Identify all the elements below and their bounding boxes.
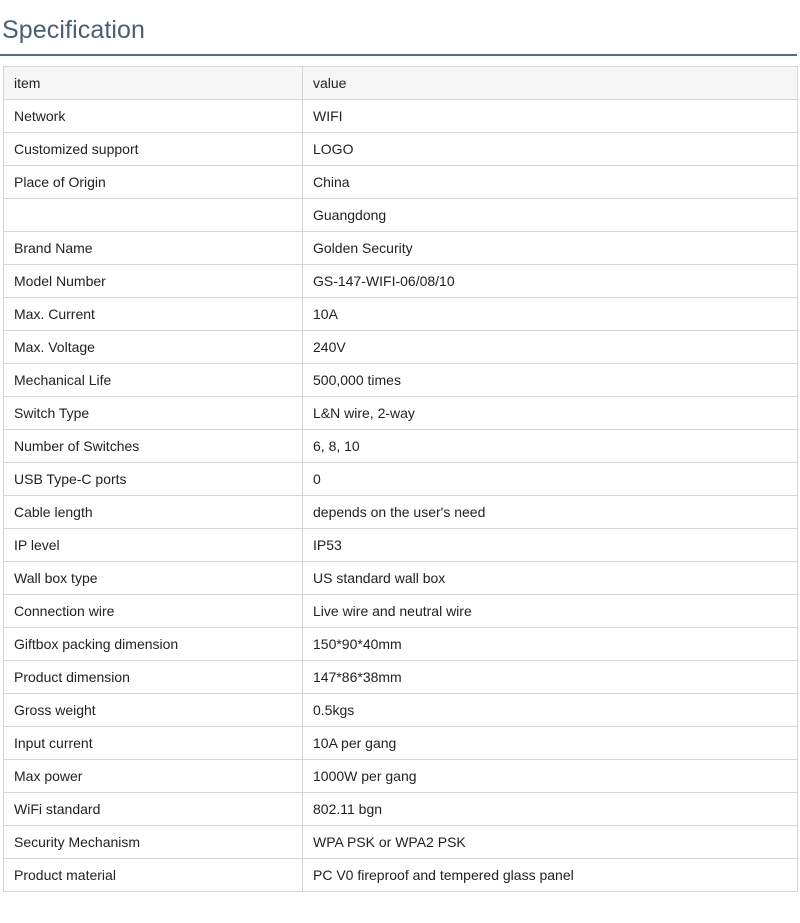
column-header-item: item bbox=[4, 67, 303, 100]
table-row bbox=[4, 529, 798, 562]
row-value-cell: depends on the user's need bbox=[303, 496, 798, 529]
table-row bbox=[4, 364, 798, 397]
row-value-cell: 10A bbox=[303, 298, 798, 331]
table-row bbox=[4, 694, 798, 727]
table-row bbox=[4, 628, 798, 661]
specification-table bbox=[3, 66, 798, 892]
row-item-cell bbox=[4, 199, 303, 232]
row-value-cell: WPA PSK or WPA2 PSK bbox=[303, 826, 798, 859]
row-item-cell: Gross weight bbox=[4, 694, 303, 727]
row-item-cell: Max. Voltage bbox=[4, 331, 303, 364]
table-row bbox=[4, 793, 798, 826]
table-row bbox=[4, 232, 798, 265]
row-value-cell: 150*90*40mm bbox=[303, 628, 798, 661]
row-item-cell: Customized support bbox=[4, 133, 303, 166]
table-row bbox=[4, 430, 798, 463]
specification-table-body bbox=[4, 67, 798, 892]
table-row bbox=[4, 661, 798, 694]
row-item-cell: USB Type-C ports bbox=[4, 463, 303, 496]
row-value-cell: 147*86*38mm bbox=[303, 661, 798, 694]
table-row bbox=[4, 859, 798, 892]
row-value-cell: China bbox=[303, 166, 798, 199]
row-value-cell: LOGO bbox=[303, 133, 798, 166]
row-item-cell: Mechanical Life bbox=[4, 364, 303, 397]
table-row bbox=[4, 133, 798, 166]
row-value-cell: Golden Security bbox=[303, 232, 798, 265]
row-item-cell: Product material bbox=[4, 859, 303, 892]
row-item-cell: Wall box type bbox=[4, 562, 303, 595]
row-item-cell: Security Mechanism bbox=[4, 826, 303, 859]
column-header-value: value bbox=[303, 67, 798, 100]
row-value-cell: Guangdong bbox=[303, 199, 798, 232]
table-row bbox=[4, 727, 798, 760]
page-title: Specification bbox=[2, 16, 146, 44]
row-value-cell: 0 bbox=[303, 463, 798, 496]
row-value-cell: 10A per gang bbox=[303, 727, 798, 760]
table-row bbox=[4, 265, 798, 298]
table-header-row bbox=[4, 67, 798, 100]
table-row bbox=[4, 826, 798, 859]
row-value-cell: 1000W per gang bbox=[303, 760, 798, 793]
table-row bbox=[4, 166, 798, 199]
row-item-cell: Network bbox=[4, 100, 303, 133]
row-item-cell: Brand Name bbox=[4, 232, 303, 265]
row-item-cell: Number of Switches bbox=[4, 430, 303, 463]
row-value-cell: 240V bbox=[303, 331, 798, 364]
row-item-cell: Place of Origin bbox=[4, 166, 303, 199]
row-value-cell: US standard wall box bbox=[303, 562, 798, 595]
table-row bbox=[4, 100, 798, 133]
row-item-cell: Connection wire bbox=[4, 595, 303, 628]
row-value-cell: GS-147-WIFI-06/08/10 bbox=[303, 265, 798, 298]
row-item-cell: Model Number bbox=[4, 265, 303, 298]
row-item-cell: Giftbox packing dimension bbox=[4, 628, 303, 661]
table-row bbox=[4, 496, 798, 529]
row-item-cell: Input current bbox=[4, 727, 303, 760]
row-value-cell: 802.11 bgn bbox=[303, 793, 798, 826]
row-item-cell: Max power bbox=[4, 760, 303, 793]
row-item-cell: Max. Current bbox=[4, 298, 303, 331]
table-row bbox=[4, 463, 798, 496]
row-value-cell: WIFI bbox=[303, 100, 798, 133]
table-row bbox=[4, 397, 798, 430]
row-value-cell: Live wire and neutral wire bbox=[303, 595, 798, 628]
row-item-cell: Product dimension bbox=[4, 661, 303, 694]
row-item-cell: IP level bbox=[4, 529, 303, 562]
row-item-cell: WiFi standard bbox=[4, 793, 303, 826]
table-row bbox=[4, 331, 798, 364]
row-value-cell: 0.5kgs bbox=[303, 694, 798, 727]
row-item-cell: Cable length bbox=[4, 496, 303, 529]
table-row bbox=[4, 760, 798, 793]
table-row bbox=[4, 562, 798, 595]
row-value-cell: 500,000 times bbox=[303, 364, 798, 397]
row-item-cell: Switch Type bbox=[4, 397, 303, 430]
row-value-cell: L&N wire, 2-way bbox=[303, 397, 798, 430]
table-row bbox=[4, 298, 798, 331]
table-row bbox=[4, 595, 798, 628]
row-value-cell: IP53 bbox=[303, 529, 798, 562]
table-row bbox=[4, 199, 798, 232]
row-value-cell: 6, 8, 10 bbox=[303, 430, 798, 463]
row-value-cell: PC V0 fireproof and tempered glass panel bbox=[303, 859, 798, 892]
section-header bbox=[0, 0, 797, 56]
